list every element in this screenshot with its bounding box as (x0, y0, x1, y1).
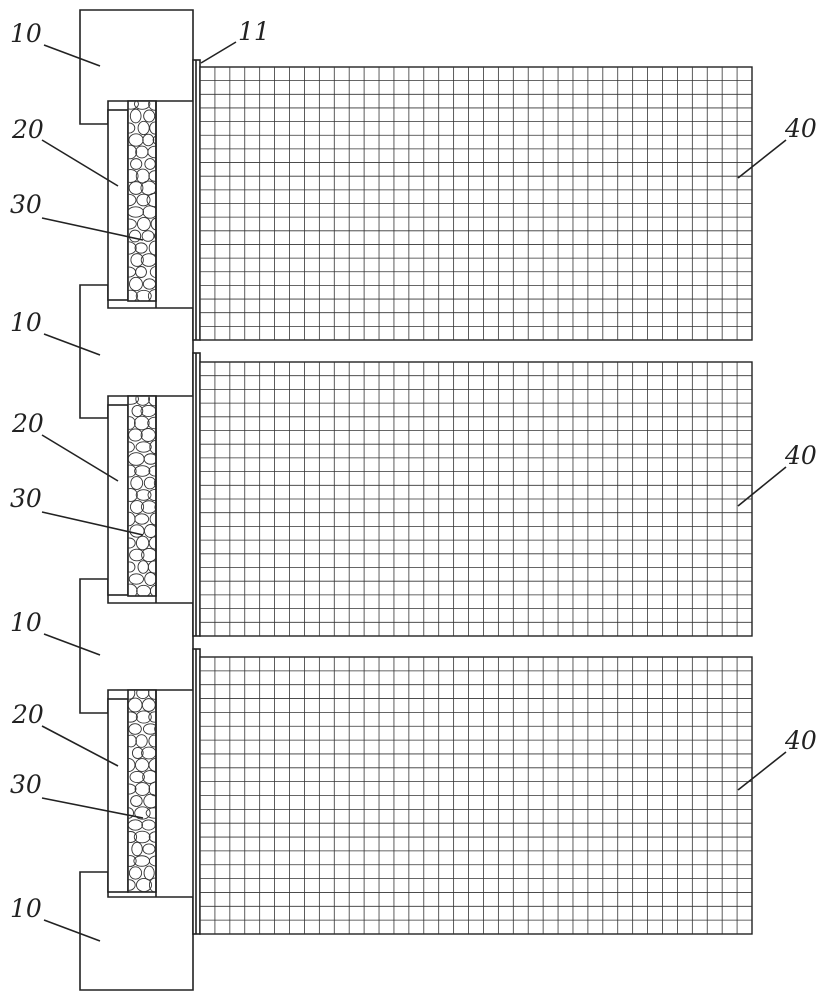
grid-section-2 (200, 362, 752, 636)
rubble-stone (156, 157, 171, 171)
leader-20-3 (42, 726, 118, 766)
rubble-stone (158, 867, 169, 880)
leader-11 (201, 42, 236, 63)
wall-panel-3 (108, 699, 128, 892)
rubble-stone (155, 819, 171, 830)
rubble-stone (156, 525, 171, 537)
label-30-1: 30 (10, 190, 42, 219)
label-30-3: 30 (10, 770, 42, 799)
rubble-stone (156, 795, 167, 807)
leader-20-2 (42, 435, 118, 481)
label-10-3: 10 (10, 608, 42, 637)
wall-panel-1 (108, 110, 128, 300)
label-20-1: 20 (12, 115, 44, 144)
rubble-fill-1 (128, 101, 156, 301)
wall-panel-2 (108, 405, 128, 595)
label-10-1: 10 (10, 19, 42, 48)
label-11: 11 (238, 17, 270, 46)
rubble-stone (156, 747, 169, 759)
label-40-3: 40 (785, 726, 817, 755)
rubble-stone (157, 844, 171, 854)
rubble-stone (156, 405, 170, 416)
grid-section-1 (200, 67, 752, 340)
rubble-stone (157, 453, 168, 465)
grid-section-3 (200, 657, 752, 934)
label-40-2: 40 (785, 441, 817, 470)
rubble-stone (156, 699, 168, 710)
label-30-2: 30 (10, 484, 42, 513)
label-40-1: 40 (785, 114, 817, 143)
leader-20-1 (42, 140, 118, 186)
rubble-stone (157, 110, 168, 123)
label-20-2: 20 (12, 409, 44, 438)
rubble-stone (156, 550, 167, 561)
rubble-fill-2 (128, 396, 156, 596)
rubble-stone (156, 429, 169, 441)
rubble-stone (157, 278, 171, 290)
rubble-fill-3 (128, 690, 156, 892)
rubble-stone (157, 254, 168, 265)
label-10-4: 10 (10, 894, 42, 923)
label-20-3: 20 (12, 700, 44, 729)
label-10-2: 10 (10, 308, 42, 337)
rubble-stone (158, 205, 169, 218)
rubble-stone (158, 771, 170, 783)
rubble-stone (155, 182, 168, 194)
rubble-stone (157, 572, 170, 586)
